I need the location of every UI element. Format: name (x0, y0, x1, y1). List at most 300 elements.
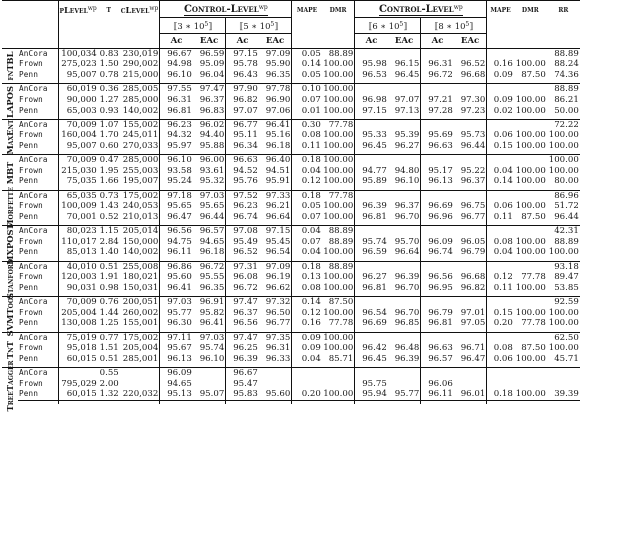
eac-6e5-cell (388, 379, 421, 390)
ac-5e5-cell: 95.47 (233, 378, 258, 389)
eac-5e5-cell: 96.62 (259, 283, 292, 294)
eac-6e5-cell: 96.39 (388, 272, 421, 283)
corpus-cell: Frown (18, 343, 58, 354)
clevel-cell: 285,000 (120, 155, 160, 166)
tau-cell: 0.47 (99, 155, 119, 166)
mape-cell-2: 0.15 (493, 141, 513, 151)
corpus-cell: AnCora (18, 84, 58, 95)
ac-6e5-cell (355, 155, 388, 166)
plevel-cell: 215,030 (61, 165, 97, 176)
plevel-cell: 130,008 (61, 318, 97, 329)
tau-cell: 1.91 (99, 272, 119, 283)
dmr-cell-2: 100.00 (515, 94, 546, 105)
clevel-cell: 285,000 (120, 95, 160, 106)
plevel-cell: 95,007 (66, 70, 97, 81)
eac-6e5-cell: 96.70 (388, 212, 421, 223)
eac-6e5-cell (388, 297, 421, 308)
eac-8e5-cell: 96.37 (454, 176, 487, 187)
mape-cell-1: 0.12 (301, 307, 321, 318)
ac-6e5-cell: 95.74 (362, 236, 387, 247)
tau-header: τ (98, 1, 120, 18)
ac-header-5e5: Ac (226, 34, 259, 49)
tau-cell: 0.78 (99, 70, 119, 81)
eac-6e5-cell (388, 119, 421, 130)
eac-8e5-cell: 96.75 (454, 201, 487, 212)
corpus-cell: Frown (18, 59, 58, 70)
ac-6e5-cell: 95.89 (362, 176, 387, 187)
ac-3e5-cell: 95.67 (167, 343, 192, 354)
eac-3e5-cell: 95.74 (193, 343, 226, 354)
eac-3e5-cell: 96.37 (193, 95, 226, 106)
eac-5e5-cell: 97.09 (259, 261, 292, 272)
tool-name (2, 187, 18, 229)
mape-cell-2 (487, 297, 514, 308)
dmr-cell-1: 100.00 (323, 165, 354, 176)
mape-cell-1: 0.04 (301, 247, 321, 258)
group-spacer (2, 400, 580, 404)
mape-cell-1: 0.08 (301, 282, 321, 293)
tool-label: fnTBL (4, 51, 15, 81)
range-6e5: ⟦6 ∗ $10^5⟧$ (355, 18, 421, 34)
tool-name (2, 49, 18, 84)
rr-cell: 96.44 (554, 211, 579, 222)
mape-cell-2: 0.08 (493, 236, 513, 247)
corpus-cell: Penn (18, 247, 58, 258)
eac-header-6e5: EAc (388, 34, 421, 49)
rr-cell: 42.31 (547, 226, 580, 237)
dmr-cell-1: 100.00 (323, 211, 354, 222)
tau-cell: 1.70 (99, 130, 119, 141)
mape-cell-1: 0.12 (301, 176, 321, 187)
clevel-header: cLevel$^{wp}$ (120, 1, 160, 18)
tau-cell: 0.60 (99, 141, 119, 151)
mape-cell-1 (292, 379, 322, 390)
tau-cell: 2.84 (99, 236, 119, 247)
ac-3e5-cell: 94.32 (167, 130, 192, 141)
rr-cell: 86.21 (554, 94, 579, 105)
ac-5e5-cell: 96.67 (226, 368, 259, 379)
clevel-cell: 260,002 (120, 308, 160, 319)
ac-8e5-cell: 96.09 (428, 236, 453, 247)
ac-5e5-cell: 96.63 (226, 155, 259, 166)
eac-3e5-cell: 96.35 (193, 283, 226, 294)
eac-6e5-cell: 96.39 (388, 354, 421, 365)
dmr-cell-2 (514, 297, 547, 308)
plevel-cell: 70,009 (58, 297, 98, 308)
table-row (2, 84, 580, 95)
ac-5e5-cell: 97.47 (226, 332, 259, 343)
plevel-cell: 100,034 (61, 49, 97, 59)
ac-5e5-cell: 97.90 (226, 84, 259, 95)
corpus-cell: AnCora (18, 332, 58, 343)
clevel-cell: 150,031 (120, 283, 160, 294)
mape-cell-1: 0.05 (301, 201, 321, 212)
ac-header-3e5: Ac (160, 34, 193, 49)
ac-8e5-cell: 96.13 (428, 176, 453, 187)
plevel-cell: 795,029 (61, 378, 97, 389)
ac-5e5-cell: 96.72 (233, 282, 258, 293)
tau-cell: 1.40 (99, 247, 119, 258)
eac-3e5-cell: 96.59 (193, 49, 226, 60)
table-row (2, 141, 580, 152)
ac-6e5-cell: 95.98 (362, 59, 387, 70)
eac-6e5-cell: 97.13 (388, 105, 421, 116)
ac-6e5-cell: 96.81 (362, 282, 387, 293)
ac-5e5-cell: 97.47 (226, 297, 259, 308)
plevel-cell: 80,023 (58, 226, 98, 237)
corpus-cell: Frown (18, 201, 58, 212)
clevel-cell: 140,002 (120, 105, 160, 116)
eac-8e5-cell: 97.05 (454, 318, 487, 329)
corpus-cell: Frown (18, 237, 58, 248)
plevel-cell: 60,015 (66, 353, 97, 364)
eac-header-3e5: EAc (193, 34, 226, 49)
ac-6e5-cell (355, 84, 388, 95)
mape-cell-2 (487, 226, 514, 237)
ac-6e5-cell (355, 261, 388, 272)
eac-5e5-cell: 95.16 (259, 130, 292, 141)
clevel-cell: 290,002 (120, 59, 160, 70)
plevel-cell: 160,004 (61, 130, 97, 141)
table-row (2, 70, 580, 81)
rr-cell: 88.89 (547, 84, 580, 95)
ac-8e5-cell (421, 297, 454, 308)
tau-cell: 0.83 (99, 49, 119, 59)
ac-6e5-cell (355, 49, 388, 60)
table-row (2, 379, 580, 390)
corpus-cell: Frown (18, 95, 58, 106)
rr-cell: 100.00 (548, 318, 579, 329)
table-row (2, 130, 580, 141)
tool-label: MBT (4, 161, 15, 184)
eac-6e5-cell (388, 190, 421, 201)
ac-3e5-cell: 96.86 (160, 261, 193, 272)
tool-label: Stanford (4, 259, 15, 300)
eac-3e5-cell: 96.10 (193, 354, 226, 365)
tau-cell: 0.76 (99, 297, 119, 308)
clevel-cell: 180,021 (120, 272, 160, 283)
dmr-cell-2 (514, 332, 547, 343)
dmr-cell-1: 100.00 (323, 272, 354, 283)
eac-6e5-cell: 96.27 (388, 141, 421, 152)
ac-5e5-cell: 96.82 (233, 94, 258, 105)
ac-8e5-cell: 96.63 (428, 343, 453, 354)
table-row (2, 368, 580, 379)
mape-cell-1: 0.11 (301, 141, 321, 151)
ac-6e5-cell: 96.27 (362, 272, 387, 283)
eac-5e5-cell: 96.90 (259, 95, 292, 106)
eac-5e5-cell: 95.91 (259, 176, 292, 187)
rr-cell: 50.00 (554, 105, 579, 116)
plevel-cell: 90,031 (66, 282, 97, 293)
eac-3e5-cell: 96.57 (193, 226, 226, 237)
mape-cell-1: 0.20 (292, 389, 322, 400)
rr-cell: 89.47 (554, 272, 579, 283)
ac-8e5-cell: 96.69 (428, 201, 453, 212)
eac-8e5-cell: 96.68 (454, 70, 487, 81)
rr-cell: 100.00 (548, 155, 579, 166)
corpus-cell: Frown (18, 130, 58, 141)
mape-cell-1: 0.30 (292, 119, 322, 130)
eac-6e5-cell (388, 368, 421, 379)
table-row (2, 261, 580, 272)
table-row (2, 343, 580, 354)
clevel-cell: 240,053 (120, 201, 160, 212)
eac-3e5-cell: 96.44 (193, 212, 226, 223)
mape-cell-1: 0.09 (292, 332, 322, 343)
ac-6e5-cell: 96.81 (362, 211, 387, 222)
mape-cell-1: 0.05 (301, 70, 321, 81)
dmr-cell-2: 87.50 (521, 70, 546, 81)
rr-cell: 100.00 (548, 307, 579, 318)
dmr-cell-1: 77.78 (322, 318, 355, 329)
dmr-cell-1: 100.00 (323, 389, 354, 400)
eac-3e5-cell: 95.07 (193, 389, 226, 400)
rr-cell: 100.00 (548, 130, 579, 141)
dmr-cell-2 (514, 379, 547, 390)
ac-8e5-cell: 97.21 (428, 94, 453, 105)
clevel-cell (120, 379, 160, 390)
tool-label: MXPOST (4, 222, 15, 265)
corpus-cell: Penn (18, 354, 58, 365)
dmr-cell-1: 100.00 (323, 105, 354, 116)
eac-8e5-cell: 96.52 (454, 59, 487, 70)
ac-8e5-cell: 96.96 (428, 211, 453, 222)
ac-8e5-cell: 96.56 (428, 272, 453, 283)
ac-6e5-cell: 96.69 (362, 318, 387, 329)
eac-8e5-cell: 96.77 (454, 212, 487, 223)
ac-5e5-cell: 96.43 (233, 70, 258, 81)
clevel-cell: 155,001 (120, 318, 160, 329)
table-row (2, 176, 580, 187)
mape-cell-1: 0.18 (292, 261, 322, 272)
dmr-cell-1: 88.89 (322, 237, 355, 248)
table-row (2, 95, 580, 106)
plevel-cell: 75,019 (58, 332, 98, 343)
results-table (2, 0, 580, 412)
table-row (2, 332, 580, 343)
mape-cell-2: 0.11 (493, 282, 513, 293)
tau-cell: 1.15 (99, 226, 119, 237)
dmr-cell-1: 100.00 (323, 59, 354, 70)
eac-3e5-cell: 97.03 (193, 332, 226, 343)
mape-cell-1: 0.05 (301, 49, 321, 59)
ac-3e5-cell: 94.75 (167, 236, 192, 247)
eac-8e5-cell (454, 368, 487, 379)
dmr-cell-2: 100.00 (515, 201, 546, 212)
mape-cell-1: 0.08 (301, 130, 321, 141)
control-level-header-1: Control-Level$^{wp}$ (160, 1, 292, 18)
eac-6e5-cell: 96.85 (388, 318, 421, 329)
ac-header-8e5: Ac (421, 34, 454, 49)
eac-8e5-cell: 96.47 (454, 354, 487, 365)
ac-8e5-cell: 96.74 (428, 247, 453, 258)
ac-6e5-cell (355, 119, 388, 130)
ac-5e5-cell: 97.08 (226, 226, 259, 237)
eac-8e5-cell: 97.30 (454, 95, 487, 106)
plevel-cell: 275,023 (61, 59, 97, 70)
ac-6e5-cell: 96.45 (362, 353, 387, 364)
dmr-cell-2: 100.00 (515, 353, 546, 364)
mape-cell-2: 0.16 (493, 59, 513, 70)
mape-cell-2 (487, 155, 514, 166)
eac-8e5-cell: 97.23 (454, 105, 487, 116)
eac-6e5-cell: 96.64 (388, 247, 421, 258)
eac-5e5-cell: 96.40 (259, 155, 292, 166)
ac-8e5-cell (421, 190, 454, 201)
plevel-cell: 60,015 (58, 389, 98, 400)
eac-6e5-cell (388, 226, 421, 237)
tool-name (2, 84, 18, 119)
tool-label: TnT (4, 341, 15, 360)
ac-5e5-cell: 94.52 (233, 165, 258, 176)
eac-3e5-cell: 93.61 (193, 166, 226, 177)
corpus-cell: AnCora (18, 226, 58, 237)
ac-6e5-cell: 96.54 (362, 307, 387, 318)
dmr-cell-2 (514, 84, 547, 95)
ac-8e5-cell: 96.06 (428, 378, 453, 389)
corpus-cell: AnCora (18, 368, 58, 379)
eac-3e5-cell: 96.72 (193, 261, 226, 272)
eac-5e5-cell: 96.33 (259, 354, 292, 365)
ac-8e5-cell: 95.69 (428, 130, 453, 141)
range-8e5: ⟦8 ∗ $10^5⟧$ (421, 18, 487, 34)
ac-6e5-cell: 95.75 (362, 378, 387, 389)
dmr-cell-1: 88.89 (322, 261, 355, 272)
plevel-cell: 120,003 (61, 272, 97, 283)
ac-5e5-cell: 96.52 (233, 247, 258, 258)
ac-5e5-cell: 96.08 (233, 272, 258, 283)
eac-5e5-cell: 96.31 (259, 343, 292, 354)
dmr-cell-1: 100.00 (323, 94, 354, 105)
eac-6e5-cell: 96.10 (388, 176, 421, 187)
ac-8e5-cell: 96.31 (428, 59, 453, 70)
clevel-cell: 215,000 (120, 70, 160, 81)
ac-5e5-cell: 95.83 (226, 389, 259, 400)
eac-3e5-cell: 95.32 (193, 176, 226, 187)
tool-name (2, 222, 18, 265)
ac-5e5-cell: 96.37 (233, 307, 258, 318)
dmr-cell-1: 100.00 (323, 84, 354, 95)
ac-3e5-cell: 94.65 (167, 378, 192, 389)
tau-cell: 1.25 (99, 318, 119, 329)
mape-cell-2: 0.02 (493, 105, 513, 116)
mape-cell-2 (487, 368, 514, 379)
dmr-cell-2: 100.00 (515, 130, 546, 141)
ac-6e5-cell: 95.94 (355, 389, 388, 400)
tau-cell: 0.73 (99, 190, 119, 201)
eac-5e5-cell: 97.06 (259, 105, 292, 116)
ac-6e5-cell (355, 190, 388, 201)
mape-cell-1 (292, 368, 322, 379)
corpus-cell: AnCora (18, 49, 58, 60)
eac-6e5-cell: 96.15 (388, 59, 421, 70)
ac-8e5-cell: 96.79 (428, 307, 453, 318)
eac-5e5-cell: 96.19 (259, 272, 292, 283)
ac-3e5-cell: 96.56 (160, 226, 193, 237)
ac-8e5-cell (421, 368, 454, 379)
ac-8e5-cell: 96.95 (428, 282, 453, 293)
eac-6e5-cell (388, 84, 421, 95)
dmr-header-2: dmr (514, 1, 547, 18)
eac-3e5-cell: 96.41 (193, 318, 226, 329)
eac-6e5-cell: 96.45 (388, 70, 421, 81)
tau-cell: 1.50 (99, 59, 119, 70)
mape-cell-2 (487, 190, 514, 201)
table-row (2, 212, 580, 223)
eac-5e5-cell: 96.35 (259, 70, 292, 81)
ac-3e5-cell: 95.13 (160, 389, 193, 400)
eac-6e5-cell: 96.70 (388, 308, 421, 319)
control-level-header-2: Control-Level$^{wp}$ (355, 1, 487, 18)
table-row (2, 105, 580, 116)
eac-8e5-cell: 96.71 (454, 343, 487, 354)
plevel-cell: 60,019 (58, 84, 98, 95)
corpus-cell: Penn (18, 141, 58, 152)
ac-6e5-cell: 96.98 (362, 94, 387, 105)
mape-cell-1: 0.16 (301, 318, 321, 329)
mape-cell-1: 0.14 (301, 59, 321, 70)
clevel-cell: 270,033 (120, 141, 160, 152)
eac-3e5-cell: 95.55 (193, 272, 226, 283)
plevel-cell: 65,003 (66, 105, 97, 116)
mape-cell-1: 0.04 (301, 353, 321, 364)
ac-6e5-cell (355, 332, 388, 343)
clevel-cell (120, 368, 160, 379)
dmr-cell-2 (514, 226, 547, 237)
dmr-cell-2 (514, 368, 547, 379)
mape-cell-1: 0.07 (301, 94, 321, 105)
clevel-cell: 140,002 (120, 247, 160, 258)
mape-header-1: mape (292, 1, 322, 18)
rr-cell: 74.36 (554, 70, 579, 81)
dmr-cell-2 (514, 190, 547, 201)
tool-name (2, 259, 18, 300)
eac-3e5-cell: 96.83 (193, 105, 226, 116)
ac-8e5-cell: 96.11 (421, 389, 454, 400)
eac-6e5-cell: 95.77 (388, 389, 421, 400)
table-row (2, 308, 580, 319)
ac-8e5-cell: 95.17 (428, 165, 453, 176)
dmr-cell-2: 100.00 (515, 247, 546, 258)
rr-cell: 100.00 (548, 141, 579, 151)
plevel-cell: 65,035 (58, 190, 98, 201)
dmr-cell-2: 100.00 (515, 59, 546, 70)
ac-6e5-cell: 95.33 (362, 130, 387, 141)
rr-cell: 93.18 (547, 261, 580, 272)
ac-3e5-cell: 96.09 (160, 368, 193, 379)
ac-5e5-cell: 97.15 (233, 49, 258, 59)
eac-8e5-cell: 97.01 (454, 308, 487, 319)
plevel-cell: 70,009 (58, 119, 98, 130)
dmr-cell-1: 100.00 (323, 155, 354, 166)
ac-3e5-cell: 96.10 (160, 155, 193, 166)
clevel-cell: 230,019 (120, 49, 160, 60)
mape-cell-2: 0.08 (493, 343, 513, 354)
clevel-cell: 175,002 (120, 190, 160, 201)
ac-5e5-cell: 95.76 (233, 176, 258, 187)
ac-6e5-cell (355, 368, 388, 379)
mape-cell-1: 0.09 (301, 343, 321, 354)
ac-8e5-cell (421, 226, 454, 237)
rr-cell (547, 368, 580, 379)
eac-3e5-cell: 97.03 (193, 190, 226, 201)
tau-cell: 0.55 (99, 368, 119, 379)
dmr-cell-1: 87.50 (322, 297, 355, 308)
table-row (2, 49, 580, 60)
ac-8e5-cell: 96.57 (428, 353, 453, 364)
ac-5e5-cell: 96.56 (233, 318, 258, 329)
